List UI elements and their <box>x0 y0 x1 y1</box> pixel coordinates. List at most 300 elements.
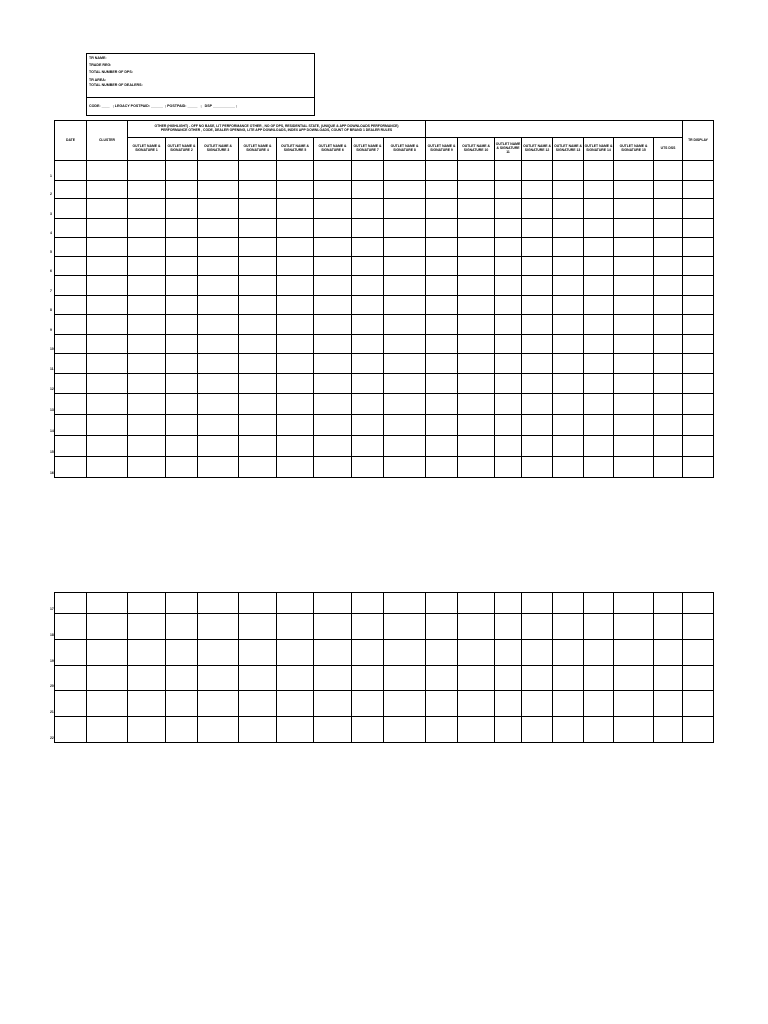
table-cell <box>50 276 87 296</box>
table-cell <box>654 415 683 436</box>
table-cell <box>314 181 352 199</box>
table-cell <box>239 640 277 666</box>
table-cell <box>683 415 714 436</box>
table-cell <box>128 296 166 315</box>
table-cell <box>198 257 239 276</box>
row-number: 11 <box>50 367 54 372</box>
table-cell <box>128 257 166 276</box>
table-cell <box>166 315 198 335</box>
table-cell <box>384 666 426 691</box>
table-cell <box>87 296 128 315</box>
table-cell <box>553 717 584 743</box>
table-cell <box>166 199 198 219</box>
table-cell <box>553 691 584 717</box>
table-cell <box>553 238 584 257</box>
table-cell <box>352 436 384 457</box>
table-cell <box>128 457 166 478</box>
table-cell <box>384 219 426 238</box>
table-cell <box>50 257 87 276</box>
table-cell <box>277 296 314 315</box>
table-body <box>50 161 714 478</box>
table-cell <box>553 161 584 181</box>
table-cell <box>50 394 87 415</box>
table-cell <box>166 614 198 640</box>
header-row <box>55 121 714 138</box>
table-cell <box>50 199 87 219</box>
table-cell <box>50 640 87 666</box>
table-cell <box>522 415 553 436</box>
table-cell <box>683 199 714 219</box>
table-cell <box>50 219 87 238</box>
table-cell <box>522 457 553 478</box>
row-number: 17 <box>50 607 54 612</box>
table-cell <box>384 593 426 614</box>
table-cell <box>166 717 198 743</box>
table-cell <box>683 614 714 640</box>
table-cell <box>384 181 426 199</box>
table-cell <box>495 276 522 296</box>
table-cell <box>239 691 277 717</box>
table-cell <box>384 296 426 315</box>
table-cell <box>683 219 714 238</box>
table-cell <box>683 640 714 666</box>
table-cell <box>384 335 426 354</box>
table-cell <box>166 457 198 478</box>
table-cell <box>584 717 614 743</box>
table-cell <box>166 691 198 717</box>
table-cell <box>239 199 277 219</box>
table-cell <box>584 199 614 219</box>
table-cell <box>654 717 683 743</box>
table-cell <box>553 199 584 219</box>
table-cell <box>522 181 553 199</box>
table-cell <box>683 374 714 394</box>
table-cell <box>458 415 495 436</box>
table-cell <box>166 181 198 199</box>
table-cell <box>495 315 522 335</box>
table-cell <box>352 199 384 219</box>
table-cell <box>239 614 277 640</box>
table-cell <box>277 374 314 394</box>
table-row <box>55 640 714 666</box>
table-cell <box>352 276 384 296</box>
table-row <box>55 374 714 394</box>
column-header-row <box>55 138 714 161</box>
table-cell <box>522 315 553 335</box>
table-cell <box>314 276 352 296</box>
table-cell <box>384 199 426 219</box>
table-cell <box>584 238 614 257</box>
table-cell <box>495 457 522 478</box>
table-cell <box>128 436 166 457</box>
table-cell <box>198 394 239 415</box>
table-cell <box>50 374 87 394</box>
table-row <box>55 415 714 436</box>
table-cell <box>87 219 128 238</box>
column-header-outlet-4: OUTLET NAME & SIGNATURE 4 <box>239 138 277 161</box>
table-cell <box>522 614 553 640</box>
table-cell <box>683 335 714 354</box>
info-line: TR NAME: <box>89 56 107 60</box>
table-cell <box>384 717 426 743</box>
table-cell <box>426 276 458 296</box>
table-cell <box>239 181 277 199</box>
table-cell <box>458 219 495 238</box>
table-cell <box>314 296 352 315</box>
table-cell <box>495 219 522 238</box>
table-cell <box>458 257 495 276</box>
table-cell <box>654 436 683 457</box>
table-cell <box>458 717 495 743</box>
table-cell <box>654 640 683 666</box>
table-cell <box>458 436 495 457</box>
table-cell <box>683 691 714 717</box>
row-number: 2 <box>50 192 52 197</box>
table-cell <box>553 315 584 335</box>
table-cell <box>239 257 277 276</box>
table-cell <box>614 354 654 374</box>
table-row <box>55 354 714 374</box>
table-cell <box>128 276 166 296</box>
table-cell <box>128 199 166 219</box>
table-cell <box>128 640 166 666</box>
table-cell <box>495 296 522 315</box>
table-cell <box>198 457 239 478</box>
table-cell <box>614 640 654 666</box>
table-cell <box>683 354 714 374</box>
table-cell <box>384 640 426 666</box>
table-cell <box>352 593 384 614</box>
table-cell <box>522 593 553 614</box>
table-cell <box>522 238 553 257</box>
table-cell <box>352 354 384 374</box>
table-cell <box>495 717 522 743</box>
table-cell <box>314 415 352 436</box>
table-cell <box>654 161 683 181</box>
row-number: 20 <box>50 684 54 689</box>
table-cell <box>553 394 584 415</box>
table-cell <box>198 354 239 374</box>
table-cell <box>166 219 198 238</box>
column-header-outlet-11: OUTLET NAME & SIGNATURE 11 <box>495 138 522 161</box>
table-cell <box>128 181 166 199</box>
table-cell <box>654 238 683 257</box>
table-cell <box>426 614 458 640</box>
table-cell <box>128 717 166 743</box>
table-cell <box>683 181 714 199</box>
table-cell <box>352 238 384 257</box>
table-cell <box>614 257 654 276</box>
table-row <box>55 457 714 478</box>
table-cell <box>426 374 458 394</box>
table-cell <box>522 257 553 276</box>
table-cell <box>239 354 277 374</box>
table-cell <box>239 335 277 354</box>
table-cell <box>352 666 384 691</box>
table-cell <box>314 614 352 640</box>
table-row <box>55 296 714 315</box>
table-cell <box>614 691 654 717</box>
table-cell <box>458 354 495 374</box>
table-cell <box>683 276 714 296</box>
table-cell <box>166 374 198 394</box>
table-cell <box>522 219 553 238</box>
table-cell <box>50 614 87 640</box>
table-cell <box>553 666 584 691</box>
table-cell <box>584 593 614 614</box>
table-row <box>55 691 714 717</box>
table-cell <box>654 691 683 717</box>
table-cell <box>426 717 458 743</box>
table-cell <box>495 394 522 415</box>
table-cell <box>426 238 458 257</box>
table-cell <box>198 161 239 181</box>
table-cell <box>584 161 614 181</box>
table-cell <box>198 593 239 614</box>
row-number: 7 <box>50 289 52 294</box>
table-cell <box>239 436 277 457</box>
row-number: 4 <box>50 231 52 236</box>
table-cell <box>198 335 239 354</box>
table-cell <box>654 666 683 691</box>
table-row <box>55 238 714 257</box>
table-cell <box>426 296 458 315</box>
table-cell <box>384 394 426 415</box>
table-cell <box>352 640 384 666</box>
table-cell <box>384 315 426 335</box>
table-cell <box>584 219 614 238</box>
table-cell <box>314 199 352 219</box>
table-cell <box>128 614 166 640</box>
table-cell <box>614 593 654 614</box>
column-header-outlet-14: OUTLET NAME & SIGNATURE 14 <box>584 138 614 161</box>
table-cell <box>426 199 458 219</box>
table-cell <box>352 219 384 238</box>
table-cell <box>495 161 522 181</box>
table-cell <box>166 354 198 374</box>
table-cell <box>128 374 166 394</box>
table-cell <box>614 415 654 436</box>
table-cell <box>352 691 384 717</box>
table-cell <box>128 593 166 614</box>
table-cell <box>426 593 458 614</box>
table-cell <box>614 666 654 691</box>
instructions-note-line-2: PERFORMANCE OTHER , CODE, DEALER OPENING, LITE APP DOWNLOADS, INDEX APP DOWNLOADS, COUNT OF BRAND 1 DEALER RULES <box>160 128 393 132</box>
table-cell <box>495 335 522 354</box>
table-cell <box>277 219 314 238</box>
table-cell <box>553 640 584 666</box>
table-cell <box>522 394 553 415</box>
table-cell <box>166 257 198 276</box>
table-cell <box>50 691 87 717</box>
table-cell <box>584 457 614 478</box>
table-cell <box>495 593 522 614</box>
date-header: DATE <box>55 121 87 161</box>
table-cell <box>654 219 683 238</box>
table-cell <box>584 315 614 335</box>
table-cell <box>683 593 714 614</box>
row-number: 9 <box>50 328 52 333</box>
table-cell <box>87 691 128 717</box>
info-box <box>86 53 315 116</box>
column-header-outlet-1: OUTLET NAME & SIGNATURE 1 <box>128 138 166 161</box>
table-cell <box>384 161 426 181</box>
row-number: 3 <box>50 212 52 217</box>
table-cell <box>50 238 87 257</box>
row-number: 16 <box>50 471 54 476</box>
table-cell <box>166 666 198 691</box>
table-cell <box>614 457 654 478</box>
table-cell <box>128 354 166 374</box>
table-cell <box>277 335 314 354</box>
blank-header-cell <box>426 121 683 138</box>
table-cell <box>553 354 584 374</box>
info-line: TOTAL NUMBER OF DPS: <box>89 70 133 74</box>
table-cell <box>352 614 384 640</box>
table-cell <box>128 415 166 436</box>
table-cell <box>352 257 384 276</box>
table-cell <box>426 415 458 436</box>
table-cell <box>87 415 128 436</box>
table-cell <box>426 181 458 199</box>
table-cell <box>277 640 314 666</box>
table-cell <box>458 614 495 640</box>
table-cell <box>426 315 458 335</box>
table-cell <box>277 199 314 219</box>
table-cell <box>239 374 277 394</box>
row-number: 14 <box>50 429 54 434</box>
instructions-note-line-1: OTHER (HIGHLIGHT) - OFF NO BASE, LIT PERFORMANCE OTHER , NO OF DPS, RESIDENTIAL STATE, (UNIQUE & APP DOWNLOADS PERFORMANCE) <box>154 124 399 129</box>
table-cell <box>166 238 198 257</box>
table-cell <box>458 315 495 335</box>
table-cell <box>458 457 495 478</box>
table-cell <box>495 199 522 219</box>
table-cell <box>277 717 314 743</box>
table-cell <box>352 315 384 335</box>
table-cell <box>654 199 683 219</box>
table-cell <box>584 257 614 276</box>
table-cell <box>50 181 87 199</box>
cluster-header: CLUSTER <box>87 121 128 161</box>
info-line: TR AREA: <box>89 78 107 82</box>
table-cell <box>522 691 553 717</box>
table-cell <box>166 436 198 457</box>
table-cell <box>384 415 426 436</box>
table-cell <box>198 436 239 457</box>
column-header-outlet-12: OUTLET NAME & SIGNATURE 12 <box>522 138 553 161</box>
table-cell <box>87 436 128 457</box>
table-body-continued <box>50 593 714 743</box>
table-cell <box>553 276 584 296</box>
table-cell <box>614 374 654 394</box>
table-cell <box>166 161 198 181</box>
table-cell <box>614 315 654 335</box>
table-cell <box>584 415 614 436</box>
table-cell <box>458 335 495 354</box>
table-cell <box>522 276 553 296</box>
table-cell <box>426 666 458 691</box>
table-cell <box>522 666 553 691</box>
table-cell <box>584 640 614 666</box>
table-cell <box>239 457 277 478</box>
table-cell <box>522 374 553 394</box>
table-cell <box>426 640 458 666</box>
table-cell <box>314 335 352 354</box>
table-cell <box>683 394 714 415</box>
table-cell <box>87 335 128 354</box>
row-number: 21 <box>50 710 54 715</box>
table-cell <box>198 315 239 335</box>
table-cell <box>614 238 654 257</box>
table-cell <box>584 354 614 374</box>
table-cell <box>198 640 239 666</box>
table-cell <box>553 457 584 478</box>
table-cell <box>553 374 584 394</box>
table-cell <box>553 296 584 315</box>
table-row <box>55 199 714 219</box>
table-cell <box>522 717 553 743</box>
row-number: 18 <box>50 633 54 638</box>
table-cell <box>584 666 614 691</box>
table-cell <box>683 161 714 181</box>
table-cell <box>683 238 714 257</box>
table-cell <box>458 666 495 691</box>
table-cell <box>166 394 198 415</box>
table-cell <box>352 181 384 199</box>
table-cell <box>654 374 683 394</box>
table-cell <box>654 335 683 354</box>
table-cell <box>87 394 128 415</box>
table-cell <box>426 436 458 457</box>
table-cell <box>277 354 314 374</box>
table-cell <box>495 691 522 717</box>
table-cell <box>458 161 495 181</box>
table-cell <box>314 315 352 335</box>
table-cell <box>50 354 87 374</box>
table-cell <box>87 374 128 394</box>
table-cell <box>352 335 384 354</box>
table-cell <box>277 614 314 640</box>
table-row <box>55 161 714 181</box>
table-row <box>55 257 714 276</box>
table-row <box>55 335 714 354</box>
report-table-continued <box>50 592 714 743</box>
table-cell <box>128 161 166 181</box>
table-cell <box>314 593 352 614</box>
column-header-outlet-13: OUTLET NAME & SIGNATURE 13 <box>553 138 584 161</box>
table-cell <box>495 238 522 257</box>
column-header-outlet-10: OUTLET NAME & SIGNATURE 10 <box>458 138 495 161</box>
table-cell <box>166 335 198 354</box>
table-row <box>55 614 714 640</box>
table-row <box>55 315 714 335</box>
table-cell <box>458 296 495 315</box>
table-cell <box>654 181 683 199</box>
table-cell <box>458 640 495 666</box>
table-cell <box>277 257 314 276</box>
table-cell <box>384 354 426 374</box>
table-cell <box>239 296 277 315</box>
table-cell <box>198 181 239 199</box>
table-cell <box>239 717 277 743</box>
table-cell <box>584 436 614 457</box>
table-cell <box>277 436 314 457</box>
table-cell <box>314 457 352 478</box>
table-cell <box>277 315 314 335</box>
table-cell <box>314 238 352 257</box>
table-cell <box>584 691 614 717</box>
row-number: 1 <box>50 174 52 179</box>
